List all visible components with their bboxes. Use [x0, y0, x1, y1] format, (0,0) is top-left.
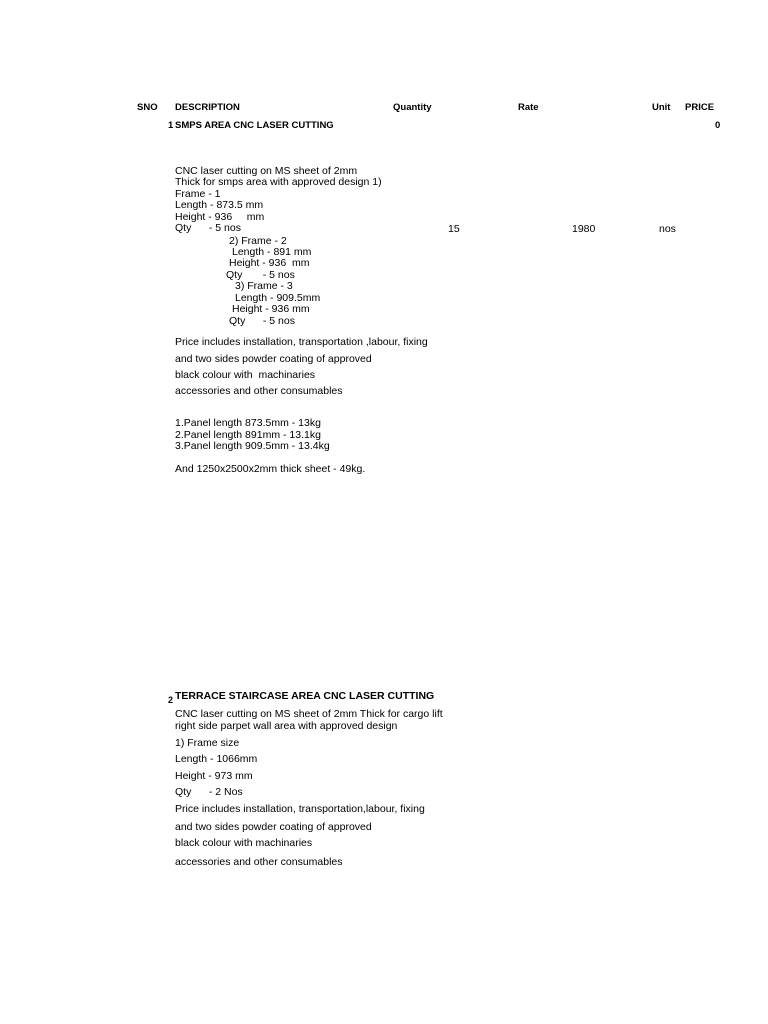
desc-line: 3) Frame - 3 — [235, 280, 293, 292]
desc-line: CNC laser cutting on MS sheet of 2mm — [175, 165, 358, 177]
header-description: DESCRIPTION — [175, 102, 240, 113]
desc-line: Qty - 5 nos — [175, 222, 241, 234]
desc-line: right side parpet wall area with approved design — [175, 720, 398, 732]
note-line: and two sides powder coating of approved — [175, 353, 372, 365]
desc-line: Length - 873.5 mm — [175, 199, 264, 211]
desc-line: Price includes installation, transportation,labour, fixing — [175, 803, 425, 815]
desc-line: Frame - 1 — [175, 188, 221, 200]
desc-line: accessories and other consumables — [175, 856, 343, 868]
desc-line: Qty - 2 Nos — [175, 786, 243, 798]
item1-price: 0 — [715, 120, 721, 131]
desc-line: Thick for smps area with approved design 1) — [175, 176, 382, 188]
desc-line: 2) Frame - 2 — [229, 235, 287, 247]
desc-line: black colour with machinaries — [175, 837, 313, 849]
header-rate: Rate — [518, 102, 539, 113]
panel-line: 3.Panel length 909.5mm - 13.4kg — [175, 440, 330, 452]
item1-quantity: 15 — [448, 223, 460, 235]
note-line: Price includes installation, transportation ,labour, fixing — [175, 336, 428, 348]
panel-line: 1.Panel length 873.5mm - 13kg — [175, 417, 321, 429]
desc-line: Length - 1066mm — [175, 753, 258, 765]
desc-line: Height - 936 mm — [175, 211, 265, 223]
item2-title: TERRACE STAIRCASE AREA CNC LASER CUTTING — [175, 690, 435, 702]
desc-line: Height - 973 mm — [175, 770, 253, 782]
note-line: accessories and other consumables — [175, 385, 343, 397]
item1-sno: 1 — [168, 120, 174, 131]
header-unit: Unit — [652, 102, 671, 113]
header-quantity: Quantity — [393, 102, 432, 113]
item1-title: SMPS AREA CNC LASER CUTTING — [175, 120, 334, 131]
desc-line: Height - 936 mm — [232, 303, 310, 315]
header-sno: SNO — [137, 102, 158, 113]
desc-line: CNC laser cutting on MS sheet of 2mm Thick for cargo lift — [175, 708, 443, 720]
desc-line: and two sides powder coating of approved — [175, 821, 372, 833]
panel-line: 2.Panel length 891mm - 13.1kg — [175, 429, 321, 441]
header-price: PRICE — [685, 102, 715, 113]
item1-rate: 1980 — [572, 223, 596, 235]
desc-line: Length - 909.5mm — [235, 292, 321, 304]
item2-sno: 2 — [168, 695, 174, 705]
item1-unit: nos — [659, 223, 676, 235]
desc-line: 1) Frame size — [175, 737, 240, 749]
desc-line: Qty - 5 nos — [229, 315, 295, 327]
desc-line: Height - 936 mm — [229, 257, 310, 269]
desc-line: Qty - 5 nos — [226, 269, 295, 281]
item1-sheet: And 1250x2500x2mm thick sheet - 49kg. — [175, 463, 366, 475]
desc-line: Length - 891 mm — [232, 246, 312, 258]
note-line: black colour with machinaries — [175, 369, 316, 381]
